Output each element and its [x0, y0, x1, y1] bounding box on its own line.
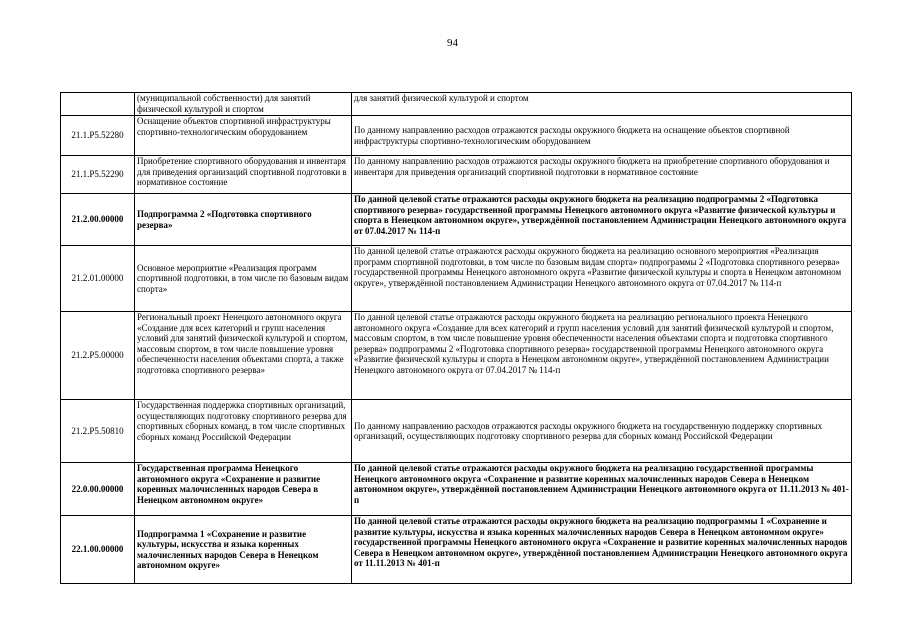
- row-name: (муниципальной собственности) для занятий физической культурой и спортом: [135, 93, 352, 116]
- row-code: 21.2.P5.00000: [61, 312, 135, 400]
- row-name: Основное мероприятие «Реализация программ спортивной подготовки, в том числе по базовым видам спорта»: [135, 246, 352, 312]
- row-description: По данной целевой статье отражаются расходы окружного бюджета на реализацию регионального проекта Ненецкого автономного округа «Создание для всех категорий и групп населения условий для занятий физической культурой и спортом, массовым спортом, в том числе повышение уровня обеспеченности населения объектами спорта и подготовка спортивного резерва» подпрограммы 2 «Подготовка спортивного резерва» государственной программы Ненецкого автономного округа «Развитие физической культуры и спорта в Ненецком автономном округе», утверждённой постановлением Администрации Ненецкого автономного округа от 07.04.2017 № 114-п: [352, 312, 852, 400]
- row-code: 21.2.01.00000: [61, 246, 135, 312]
- row-name: Государственная программа Ненецкого автономного округа «Сохранение и развитие коренных малочисленных народов Севера в Ненецком автономном округе»: [135, 463, 352, 516]
- row-name: Оснащение объектов спортивной инфраструктуры спортивно-технологическим оборудованием: [135, 116, 352, 156]
- table-row: [61, 156, 852, 194]
- row-description: По данному направлению расходов отражаются расходы окружного бюджета на приобретение спортивного оборудования и инвентаря для приведения организаций спортивной подготовки в нормативное состояние: [352, 156, 852, 194]
- page-number: 94: [447, 37, 458, 49]
- row-code: 22.1.00.00000: [61, 516, 135, 584]
- table-row: [61, 246, 852, 312]
- budget-classification-table: [60, 92, 852, 584]
- row-code: 22.0.00.00000: [61, 463, 135, 516]
- row-code: 21.2.P5.50810: [61, 400, 135, 463]
- table-row: [61, 400, 852, 463]
- row-name: Государственная поддержка спортивных организаций, осуществляющих подготовку спортивного резерва для спортивных сборных команд, в том числе спортивных сборных команд Российской Федерации: [135, 400, 352, 463]
- row-name: Приобретение спортивного оборудования и инвентаря для приведения организаций спортивной подготовки в нормативное состояние: [135, 156, 352, 194]
- row-code: 21.1.P5.52290: [61, 156, 135, 194]
- row-description: По данной целевой статье отражаются расходы окружного бюджета на реализацию основного мероприятия «Реализация программ спортивной подготовки, в том числе по базовым видам спорта» подпрограммы 2 «Подготовка спортивного резерва» государственной программы Ненецкого автономного округа «Развитие физической культуры и спорта в Ненецком автономном округе», утверждённой постановлением Администрации Ненецкого автономного округа от 07.04.2017 № 114-п: [352, 246, 852, 312]
- row-description: По данному направлению расходов отражаются расходы окружного бюджета на государственную поддержку спортивных организаций, осуществляющих подготовку спортивного резерва для сборных команд Российской Федерации: [352, 400, 852, 463]
- table-row: [61, 194, 852, 246]
- table-row: [61, 312, 852, 400]
- row-code: [61, 93, 135, 116]
- row-code: 21.1.P5.52280: [61, 116, 135, 156]
- table-row: [61, 463, 852, 516]
- row-description: По данной целевой статье отражаются расходы окружного бюджета на реализацию государственной программы Ненецкого автономного округа «Сохранение и развитие коренных малочисленных народов Севера в Ненецком автономном округе», утверждённой постановлением Администрации Ненецкого автономного округа от 11.11.2013 № 401-п: [352, 463, 852, 516]
- table-row: [61, 93, 852, 116]
- row-description: для занятий физической культурой и спортом: [352, 93, 852, 116]
- row-name: Подпрограмма 1 «Сохранение и развитие культуры, искусства и языка коренных малочисленных народов Севера в Ненецком автономном округе»: [135, 516, 352, 584]
- row-name: Подпрограмма 2 «Подготовка спортивного резерва»: [135, 194, 352, 246]
- row-code: 21.2.00.00000: [61, 194, 135, 246]
- table-row: [61, 516, 852, 584]
- row-name: Региональный проект Ненецкого автономного округа «Создание для всех категорий и групп населения условий для занятий физической культурой и спортом, массовым спортом, в том числе повышение уровня обеспеченности населения объектами спорта, а также подготовка спортивного резерва»: [135, 312, 352, 400]
- row-description: По данной целевой статье отражаются расходы окружного бюджета на реализацию подпрограммы 1 «Сохранение и развитие культуры, искусства и языка коренных малочисленных народов Севера в Ненецком автономном округе» государственной программы Ненецкого автономного округа «Сохранение и развитие коренных малочисленных народов Севера в Ненецком автономном округе», утверждённой постановлением Администрации Ненецкого автономного округа от 11.11.2013 № 401-п: [352, 516, 852, 584]
- row-description: По данному направлению расходов отражаются расходы окружного бюджета на оснащение объектов спортивной инфраструктуры спортивно-технологическим оборудованием: [352, 116, 852, 156]
- row-description: По данной целевой статье отражаются расходы окружного бюджета на реализацию подпрограммы 2 «Подготовка спортивного резерва» государственной программы Ненецкого автономного округа «Развитие физической культуры и спорта в Ненецком автономном округе», утверждённой постановлением Администрации Ненецкого автономного округа от 07.04.2017 № 114-п: [352, 194, 852, 246]
- table-row: [61, 116, 852, 156]
